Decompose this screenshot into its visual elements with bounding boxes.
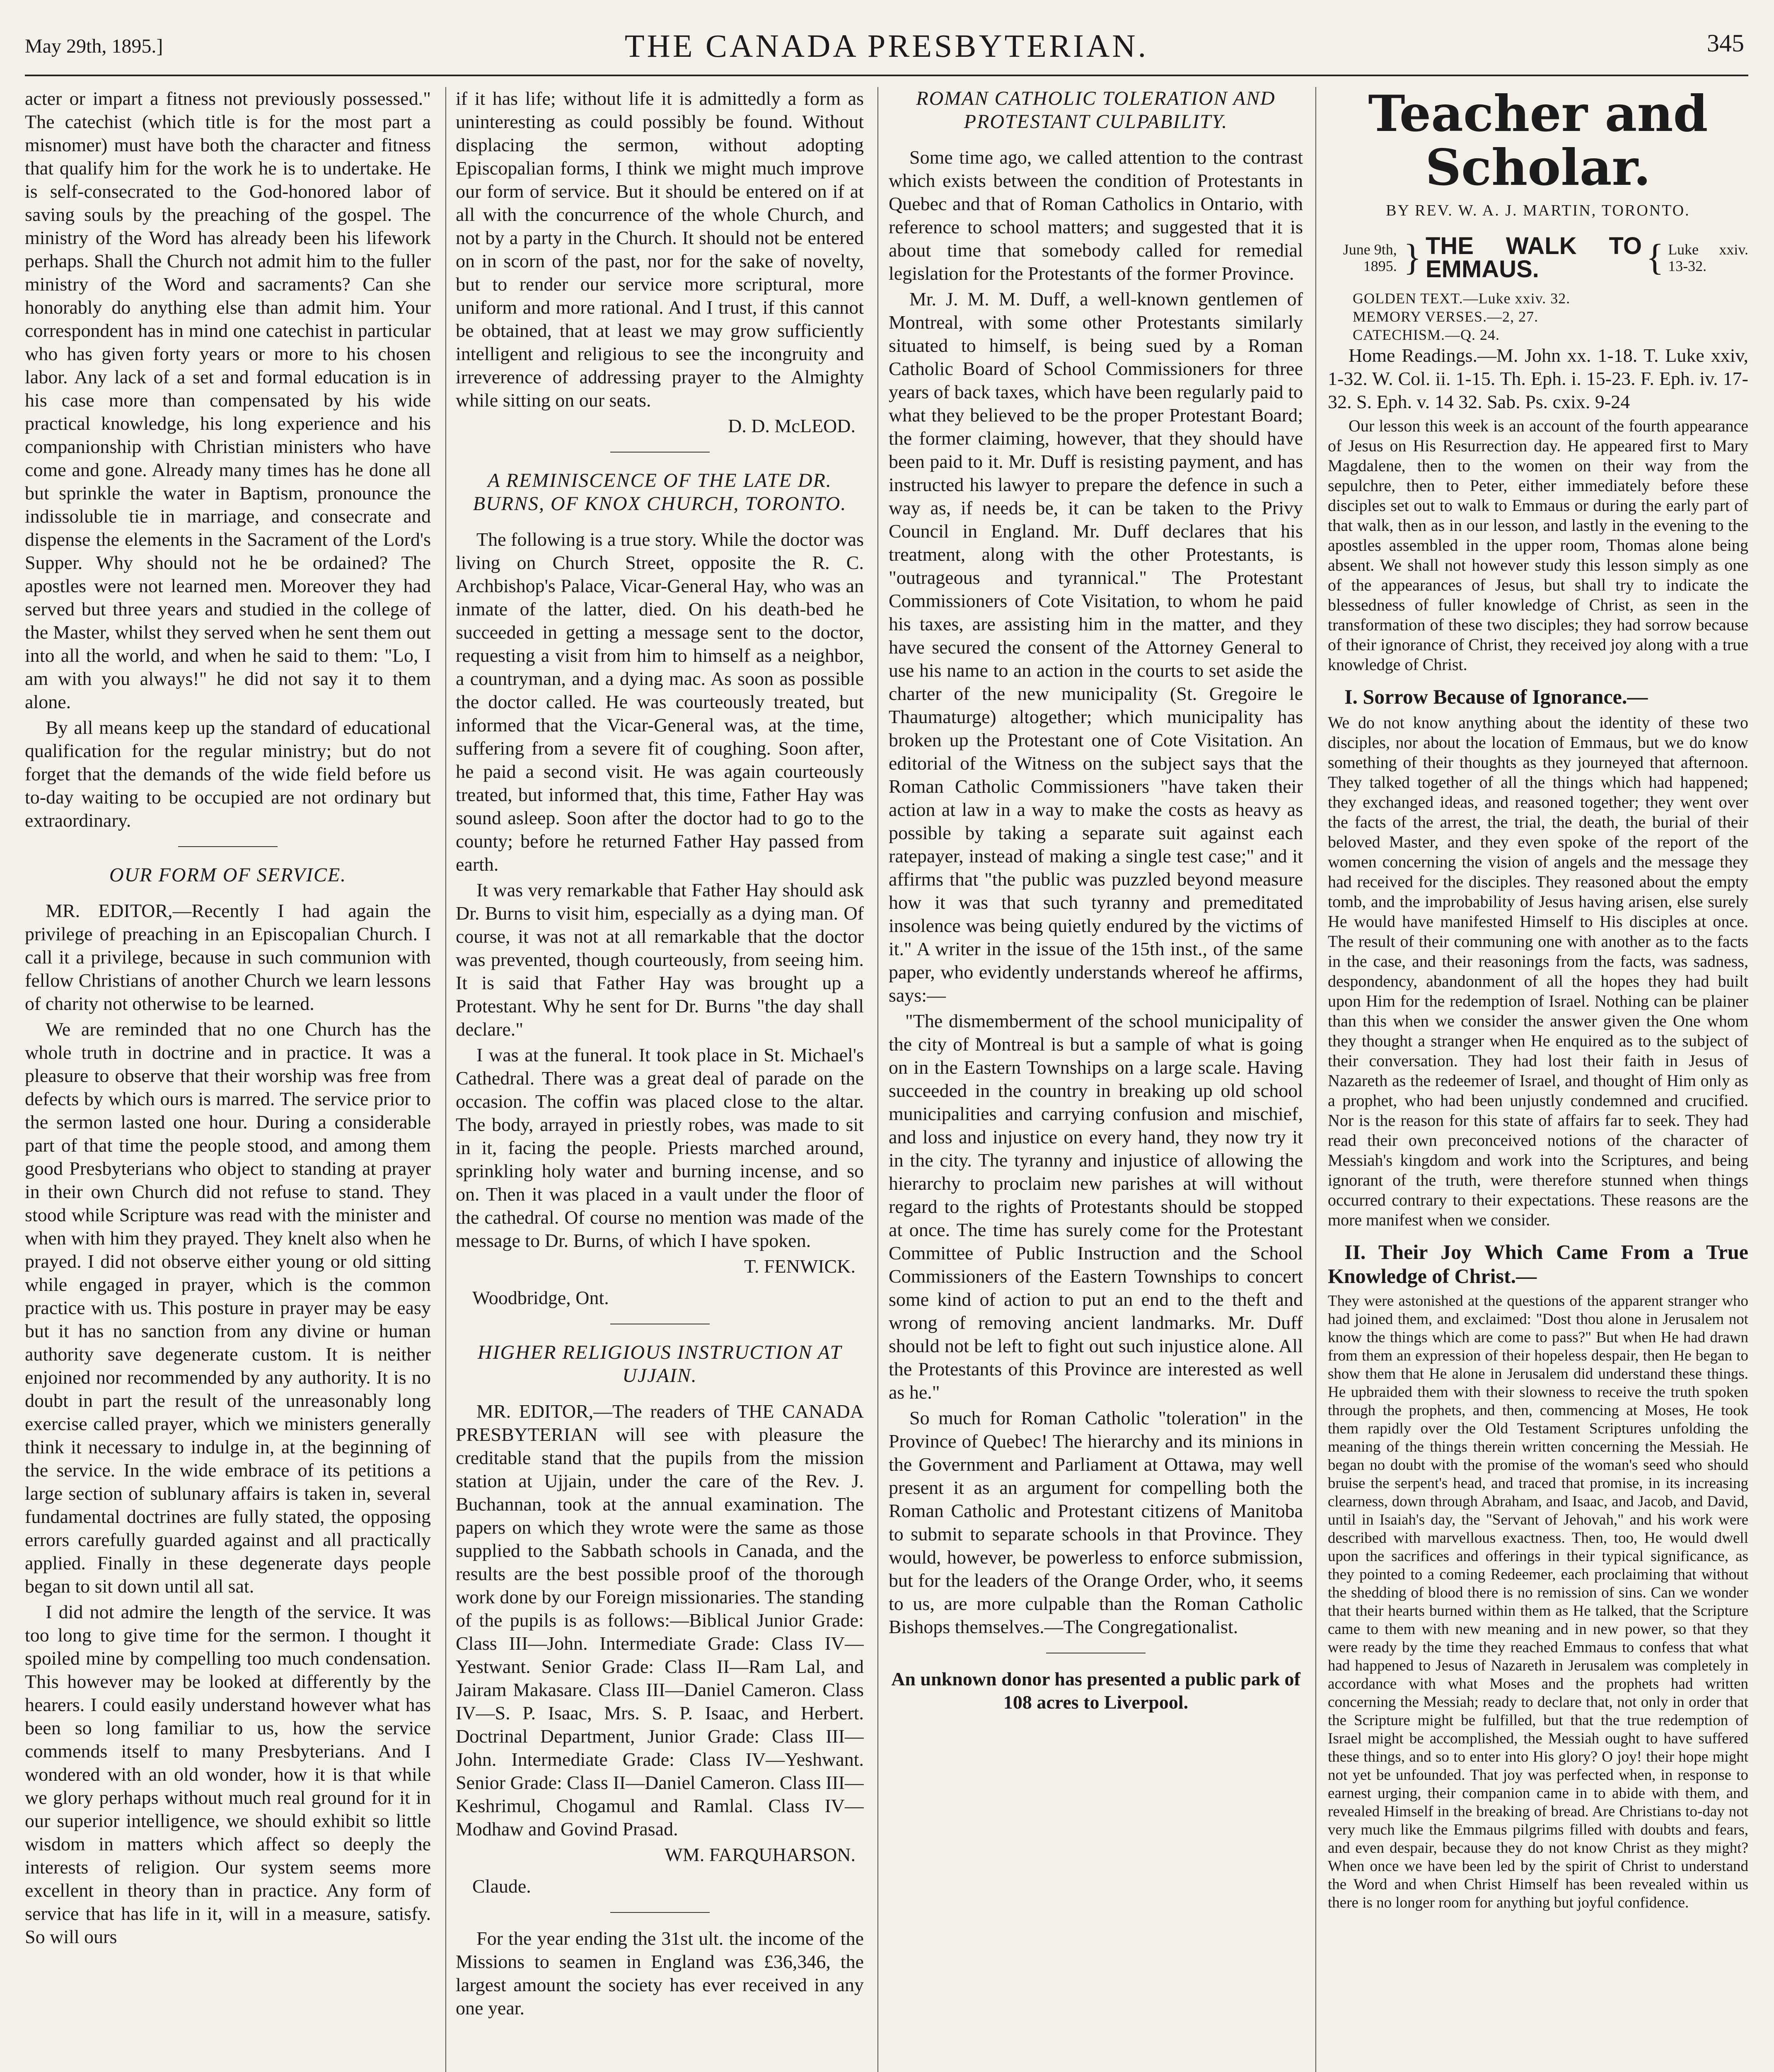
divider	[610, 1912, 710, 1913]
signature: WM. FARQUHARSON.	[665, 1844, 856, 1865]
brace-glyph: {	[1646, 237, 1664, 278]
column-rule	[1315, 87, 1316, 2072]
divider	[610, 452, 710, 453]
paragraph: The following is a true story. While the doctor was living on Church Street, opposite the R. C. Archbishop's Palace, Vicar-General Hay, who was an inmate of the latter, died. On his death-bed he succeeded in getting a message sent to the doctor, requesting a visit from him to himself as a neighbor, a countryman, and a dying mac. As soon as possible the doctor called. He was courteously treated, but informed that the Vicar-General was, at the time, suffering from a severe fit of coughing. Soon after, he paid a second visit. He was again courteously treated, but informed that, this time, Father Hay was sound asleep. Soon after the doctor had to go to the county; before he returned Father Hay passed from earth.	[456, 529, 864, 875]
column-rule	[445, 87, 446, 2072]
article-heading: HIGHER RELIGIOUS INSTRUCTION AT UJJAIN.	[477, 1341, 842, 1387]
paragraph: By all means keep up the standard of educational qualification for the regular ministry; but do not forget that the demands of the wide field before us to-day waiting to be occupied are not ordinary but extraordinary.	[25, 717, 431, 831]
column-4	[1328, 87, 1748, 2072]
subheading: I. Sorrow Because of Ignorance.—	[1344, 685, 1648, 708]
news-notice: An unknown donor has presented a public park of 108 acres to Liverpool.	[891, 1668, 1300, 1713]
paragraph: MR. EDITOR,—Recently I had again the privilege of preaching in an Episcopalian Church. I call it a privilege, because in such communion with fellow Christians of another Church we learn lessons of charity not otherwise to be learned.	[25, 900, 431, 1014]
column-3	[889, 87, 1303, 2072]
block-quote	[889, 1009, 1303, 1404]
column-2	[456, 87, 864, 2072]
lesson-title: THE WALK TO EMMAUS.	[1426, 232, 1642, 283]
paragraph: I did not admire the length of the service. It was too long to give time for the sermon. I thought it spoiled mine by compelling too much condensation. This however may be looked at differently by the hearers. I could easily understand however what has been so long familiar to us, how the service commends itself to many Presbyterians. And I wondered with an old wonder, how it is that while we glory perhaps without much real ground for it in our superior intelligence, we should exhibit so little wisdom in matters which affect so deeply the interests of religion. Our system seems more excellent in theory than in practice. Any form of service that has life in it, will in a measure, satisfy. So will ours	[25, 1601, 431, 1947]
paragraph: They were astonished at the questions of the apparent stranger who had joined them, and exclaimed: "Dost thou alone in Jerusalem not know the things which are come to pass?" But when He had drawn from them an expression of their hopeless despair, then He began to show them that He alone in Jerusalem did understand these things. He upbraided them with their slowness to receive the truth spoken through the prophets, and then, commencing at Moses, He took them rapidly over the Old Testament Scriptures unfolding the meaning of the things therein written concerning the Messiah. He began no doubt with the promise of the woman's seed who should bruise the serpent's head, and traced that promise, in its increasing clearness, down through Abraham, and Isaac, and Jacob, and David, until in Isaiah's day, the "Servant of Jehovah," and his work were described with marvellous exactness. Then, too, He would dwell upon the sacrifices and offerings in their typical significance, as they pointed to a coming Redeemer, each proclaiming that without the shedding of blood there is no remission of sins. Can we wonder that their hearts burned within them as He talked, that the Scripture came to them with new meaning and in new power, so that they were ready by the time they reached Emmaus to confess that what had happened to Jesus of Nazareth in Jerusalem was completely in accordance with what Moses and the prophets had written concerning the Messiah; ready to declare that, not only in order that the Scripture might be fulfilled, but that the true redemption of Israel might be accomplished, the Messiah ought to have suffered these things, and so to enter into His glory? O joy! their hope might not yet be unfounded. That joy was perfected when, in response to earnest urging, their companion came in to abide with them, and revealed Himself in the breaking of bread. Are Christians to-day not very much like the Emmaus pilgrims filled with doubts and fears, and even despair, because they do not know Christ as they might? When once we have been led by the spirit of Christ to understand the Word and when Christ Himself has been revealed within us there is no longer room for anything but joyful confidence.	[1328, 1293, 1748, 1911]
signature: T. FENWICK.	[744, 1256, 856, 1277]
home-readings: Home Readings.—M. John xx. 1-18. T. Luke xxiv, 1-32. W. Col. ii. 1-15. Th. Eph. i. 15-23. F. Eph. iv. 17-32. S. Eph. v. 14 32. Sab. Ps. cxix. 9-24	[1328, 345, 1748, 412]
section-title: Teacher and Scholar.	[1368, 87, 1708, 197]
subheading: II. Their Joy Which Came From a True Knowledge of Christ.—	[1328, 1240, 1748, 1288]
signature: D. D. McLEOD.	[728, 415, 856, 436]
paragraph: So much for Roman Catholic "toleration" in the Province of Quebec! The hierarchy and its minions in the Government and Parliament at Ottawa, may well present it as an argument for compelling both the Roman Catholic and Protestant citizens of Manitoba to submit to separate schools in that Province. They would, however, be powerless to enforce submission, but for the leaders of the Orange Order, who, it seems to us, are more culpable than the Roman Catholic Bishops themselves.—The Congregationalist.	[889, 1407, 1303, 1637]
column-rule	[877, 87, 878, 2072]
paragraph: "The dismemberment of the school municipality of the city of Montreal is but a sample of what is going on in the Eastern Townships on a large scale. Having succeeded in the country in breaking up old school municipalities and carrying confusion and mischief, and loss and injustice on every hand, they now try it in the city. The tyranny and injustice of allowing the hierarchy to proclaim new parishes at will without regard to the rights of Protestants should be stopped at once. The time has surely come for the Protestant Committee of Public Instruction and the School Commissioners of the Eastern Townships to concert some kind of action to put an end to the theft and wrong of removing ancient landmarks. Mr. Duff should not be left to fight out such injustice alone. All the Protestants of this Province are interested as well as he."	[889, 1010, 1303, 1403]
page-header	[25, 17, 1748, 76]
paragraph: MR. EDITOR,—The readers of THE CANADA PRESBYTERIAN will see with pleasure the creditable stand that the pupils from the mission station at Ujjain, under the care of the Rev. J. Buchannan, took at the annual examination. The papers on which they wrote were the same as those supplied to the Sabbath schools in Canada, and the results are the best possible proof of the thorough work done by our Foreign missionaries. The standing of the pupils is as follows:—Biblical Junior Grade: Class III—John. Intermediate Grade: Class IV—Yestwant. Senior Grade: Class II—Ram Lal, and Jairam Makasare. Class III—Daniel Cameron. Class IV—S. P. Isaac, Mrs. S. P. Isaac, and Herbert. Doctrinal Department, Junior Grade: Class III—John. Intermediate Grade: Class IV—Yeshwant. Senior Grade: Class II—Daniel Cameron. Class III—Keshrimul, Chogamul and Ramlal. Class IV—Modhaw and Govind Prasad.	[456, 1401, 864, 1840]
catechism: CATECHISM.—Q. 24.	[1353, 327, 1500, 343]
column-1	[25, 87, 431, 2072]
paragraph: We do not know anything about the identity of these two disciples, nor about the location of Emmaus, but we do know something of their thoughts as they journeyed that afternoon. They talked together of all the things which had happened; they exchanged ideas, and reasoned together; they went over the facts of the arrest, the trial, the death, the burial of their beloved Master, and they even spoke of the report of the women concerning the vision of angels and the message they had received for the disciples. They reasoned about the empty tomb, and the improbability of Jesus having arisen, else surely He would have manifested Himself to His disciples at once. The result of their communing one with another as to the facts in the case, and their reasonings from the facts, was sadness, despondency, abandonment of all the hopes they had built upon Him for the redemption of Israel. Nothing can be plainer than this when we consider the answer given the One whom they thought a stranger when He enquired as to the subject of their conversation. They had lost their faith in Jesus of Nazareth as the redeemer of Israel, and thought of Him only as a prophet, who had been unjustly condemned and crucified. Nor is the reason for this state of affairs far to seek. They had read their own preconceived notions of the character of Messiah's kingdom and work into the Scriptures, and being ignorant of the truth, were therefore stunned when things occurred contrary to their expectations. These reasons are the more manifest when we consider.	[1328, 713, 1748, 1229]
paragraph: Mr. J. M. M. Duff, a well-known gentlemen of Montreal, with some other Protestants similarly situated to himself, is being sued by a Roman Catholic Board of School Commissioners for three years of back taxes, which have been regularly paid to what they believed to be the proper Protestant Board; the former claiming, however, that they should have been paid to it. Mr. Duff is resisting payment, and has instructed his lawyer to prepare the defence in such a way as, if needs be, it can be taken to the Privy Council in England. Mr. Duff declares that his treatment, along with the other Protestants, is "outrageous and tyrannical." The Protestant Commissioners of Cote Visitation, to whom he paid his taxes, are assisting him in the matter, and they have secured the consent of the Attorney General to use his name to an action in the courts to set aside the charter of the new municipality (St. Gregoire le Thaumaturge) altogether; which municipality has broken up the Protestant one of Cote Visitation. An editorial of the Witness on the subject says that the Roman Catholic Commissioners "have taken their action at law in a way to make the costs as heavy as possible by taking a separate suit against each ratepayer, instead of making a single test case;" and it affirms that "the public was puzzled beyond measure how it was that such tyranny and premeditated insolence was being quietly endured by the victims of it." A writer in the issue of the 15th inst., of the same paper, who evidently understands whereof he affirms, says:—	[889, 288, 1303, 1006]
lesson-reference: Luke xxiv. 13-32.	[1668, 241, 1748, 274]
paragraph: It was very remarkable that Father Hay should ask Dr. Burns to visit him, especially as a dying man. Of course, it was not at all remarkable that the doctor was prevented, though courteously, from seeing him. It is said that Father Hay was brought up a Protestant. Why he sent for Dr. Burns "the day shall declare."	[456, 879, 864, 1040]
paragraph: if it has life; without life it is admittedly a form as uninteresting as could possibly be found. Without displacing the sermon, without adopting Episcopalian forms, I think we might much improve our form of service. But it should be entered on if at all with the concurrence of the whole Church, and not by a party in the Church. It should not be entered on in scorn of the past, nor for the sake of novelty, but to render our service more scriptural, more uniform and more rational. And I trust, if this cannot be obtained, that at least we may grow sufficiently intelligent and religious to see the incongruity and irreverence of addressing prayer to the Almighty while sitting on our seats.	[456, 88, 864, 411]
page-number: 345	[1707, 29, 1744, 57]
lesson-header	[1328, 232, 1748, 283]
golden-text: GOLDEN TEXT.—Luke xxiv. 32.	[1353, 290, 1571, 307]
dateline: Woodbridge, Ont.	[472, 1287, 609, 1308]
paragraph: We are reminded that no one Church has the whole truth in doctrine and in practice. It was a pleasure to observe that their worship was free from defects by which ours is marred. The service prior to the sermon lasted one hour. During a considerable part of that time the people stood, and among them good Presbyterians who object to standing at prayer in their own Church did not refuse to stand. They stood while Scripture was read with the minister and when with him they prayed. They knelt also when he prayed. I did not observe either young or old sitting while engaged in prayer, which is the common practice with us. This posture in prayer may be easy but it has no sanction from any divine or human authority save degenerate custom. It is neither enjoined nor recommended by any authority. It is no doubt in part the result of the unreasonably long exercise called prayer, which we ministers generally think it necessary to indulge in, at the beginning of the service. In the wide embrace of its petitions a large section of sublunary affairs is taken in, several fundamental doctrines are fully stated, the opposing errors carefully guarded against and all practically applied. Finally in these degenerate days people began to sit down until all sat.	[25, 1019, 431, 1597]
paragraph: I was at the funeral. It took place in St. Michael's Cathedral. There was a great deal of parade on the occasion. The coffin was placed close to the altar. The body, arrayed in priestly robes, was made to sit in it, facing the people. Priests marched around, sprinkling holy water and burning incense, and so on. Then it was placed in a vault under the floor of the cathedral. Of course no mention was made of the message to Dr. Burns, of which I have spoken.	[456, 1044, 864, 1251]
paragraph: Some time ago, we called attention to the contrast which exists between the condition of Protestants in Quebec and that of Roman Catholics in Ontario, with reference to school matters; and suggested that it is about time that somebody called for remedial legislation for the Protestants of the former Province.	[889, 147, 1303, 284]
lesson-date: June 9th, 1895.	[1343, 241, 1397, 274]
newspaper-page	[25, 17, 1748, 2072]
paragraph: Our lesson this week is an account of the fourth appearance of Jesus on His Resurrection day. He appeared first to Mary Magdalene, then to the women on their way from the sepulchre, then to Peter, either immediately before these disciples set out to walk to Emmaus or during the early part of that walk, then as in our lesson, and lastly in the evening to the apostles assembled in the upper room, Thomas alone being absent. We shall not however study this lesson simply as one of the appearances of Jesus, but shall try to indicate the blessedness of fuller knowledge of Christ, as seen in the transformation of these two disciples; they had sorrow because of their ignorance of Christ, they received joy along with a true knowledge of Christ.	[1328, 416, 1748, 674]
article-heading: A REMINISCENCE OF THE LATE DR. BURNS, OF KNOX CHURCH, TORONTO.	[473, 470, 847, 515]
divider	[178, 846, 278, 847]
masthead-title: THE CANADA PRESBYTERIAN.	[624, 28, 1149, 64]
brace-glyph: }	[1403, 237, 1421, 278]
issue-date: May 29th, 1895.]	[25, 35, 163, 57]
memory-verses: MEMORY VERSES.—2, 27.	[1353, 308, 1539, 325]
article-heading: OUR FORM OF SERVICE.	[109, 864, 347, 886]
article-heading: ROMAN CATHOLIC TOLERATION AND PROTESTANT CULPABILITY.	[916, 87, 1276, 133]
paragraph: acter or impart a fitness not previously possessed." The catechist (which title is for the most part a misnomer) must have both the character and fitness that qualify him for the work he is to undertake. He is self-consecrated to the God-honored labor of saving souls by the preaching of the gospel. The ministry of the Word has already been his lifework perhaps. Shall the Church not admit him to the fuller ministry of the Word and sacraments? Can she honorably do anything else than admit him. Your correspondent has in mind one catechist in particular who has given forty years or more to his chosen labor. Any lack of a set and formal education is in his case more than compensated by his wide practical knowledge, his long experience and his companionship with Christian ministers who have come and gone. Already many times has he done all but sprinkle the water in Baptism, pronounce the indissoluble tie in marriage, and consecrate and dispense the elements in the Sacrament of the Lord's Supper. Why should not he be ordained? The apostles were not learned men. Moreover they had served but three years and studied in the college of the Master, whilst they served when he sent them out into all the world, and when he said to them: "Lo, I am with you always!" he did not say it to them alone.	[25, 88, 431, 712]
paragraph: For the year ending the 31st ult. the income of the Missions to seamen in England was £36,346, the largest amount the society has ever received in any one year.	[456, 1928, 864, 2019]
byline: BY REV. W. A. J. MARTIN, TORONTO.	[1386, 202, 1690, 219]
dateline: Claude.	[472, 1876, 531, 1897]
